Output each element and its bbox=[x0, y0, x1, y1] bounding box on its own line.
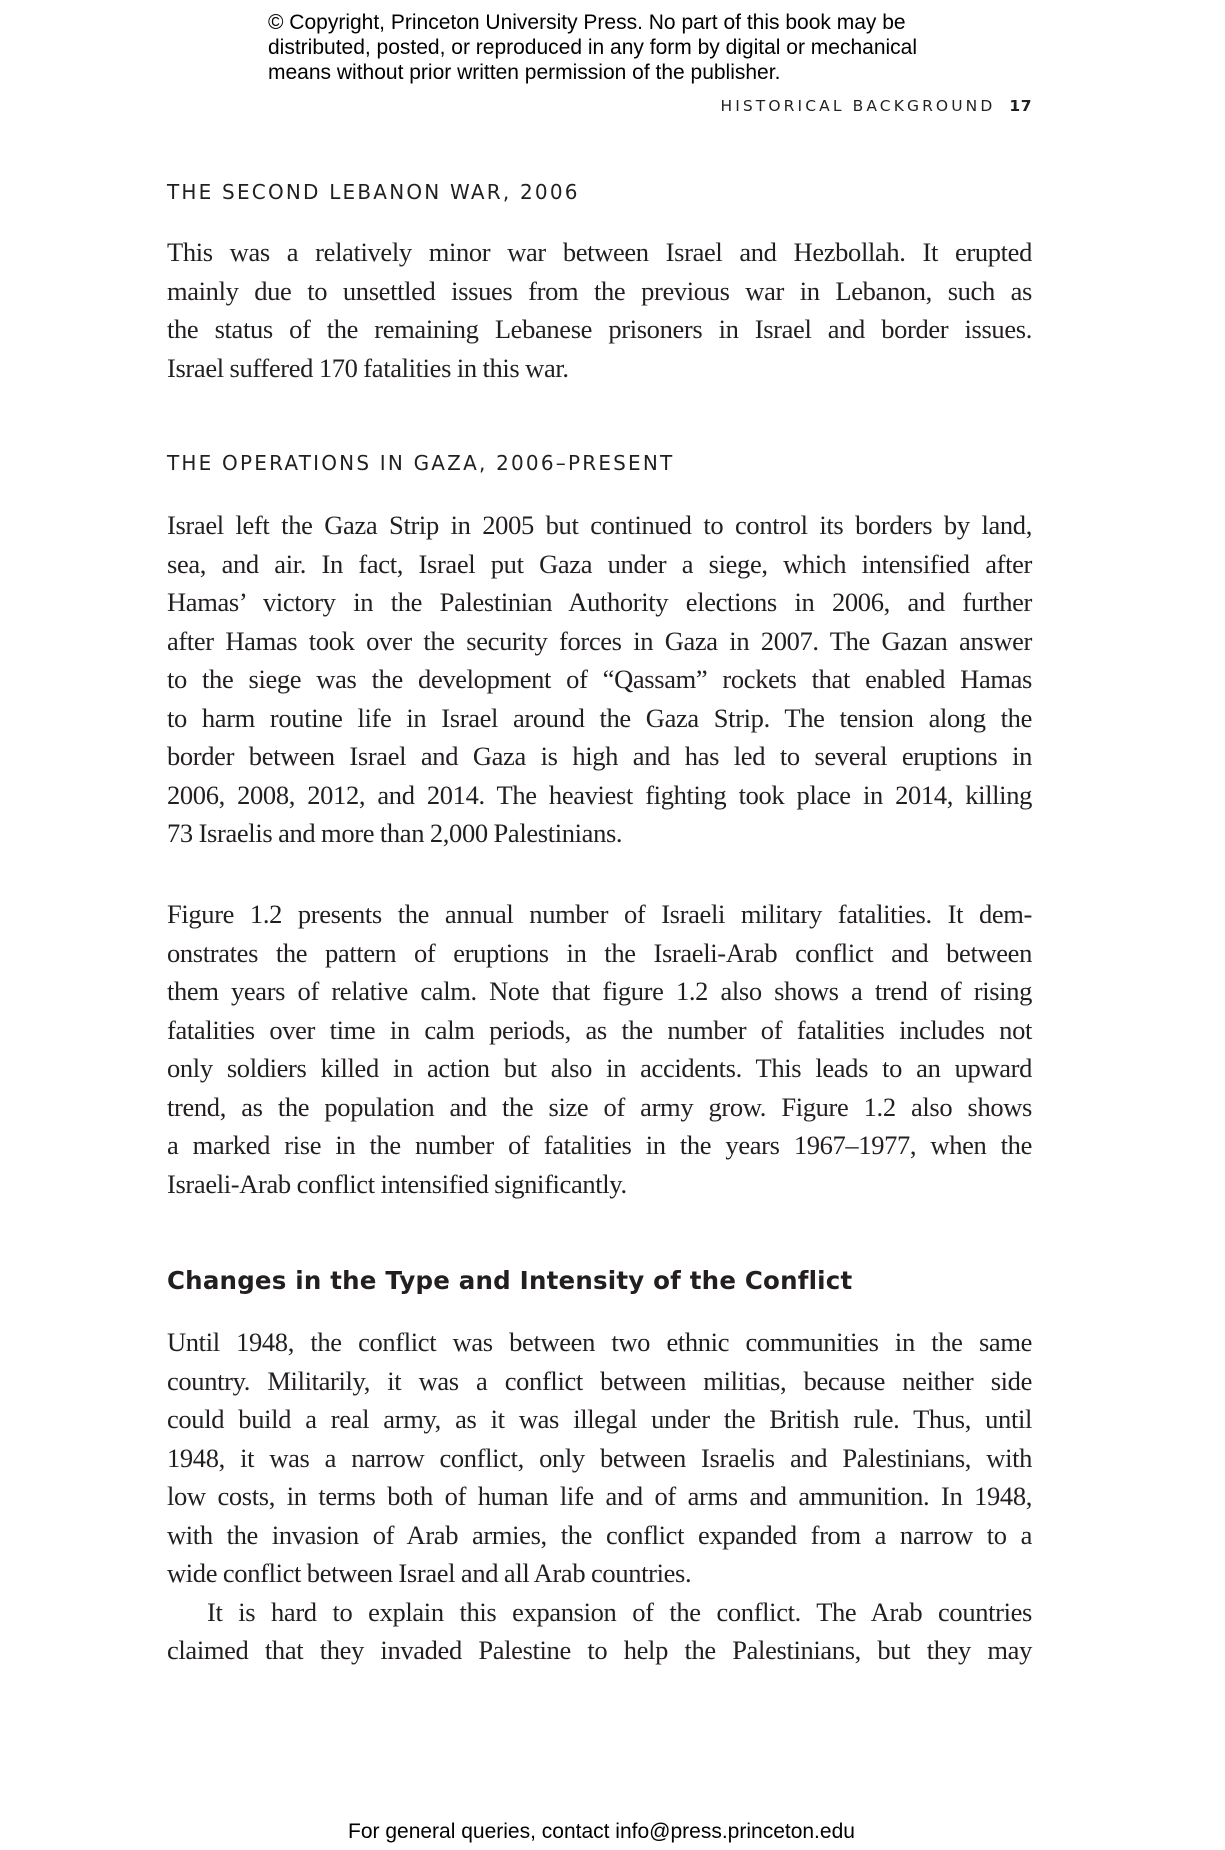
text-line: Until 1948, the conflict was between two ethnic communities in the same bbox=[167, 1327, 1032, 1357]
footer-contact: For general queries, contact info@press.princeton.edu bbox=[348, 1820, 855, 1843]
text-line: 1948, it was a narrow conflict, only between Israelis and Palestinians, with bbox=[167, 1442, 1032, 1473]
running-head-title: HISTORICAL BACKGROUND bbox=[720, 97, 996, 115]
text-line: trend, as the population and the size of army grow. Figure 1.2 also shows bbox=[167, 1091, 1032, 1122]
text-line: onstrates the pattern of eruptions in the Israeli-Arab conflict and between bbox=[167, 937, 1032, 968]
text-line: Hamas’ victory in the Palestinian Authority elections in 2006, and further bbox=[167, 587, 1032, 617]
copyright-line: means without prior written permission of the publisher. bbox=[268, 61, 781, 84]
text-line: This was a relatively minor war between Israel and Hezbollah. It erupted bbox=[167, 237, 1032, 267]
text-line: Figure 1.2 presents the annual number of Israeli military fatalities. It dem- bbox=[167, 899, 1032, 929]
text-line: only soldiers killed in action but also in accidents. This leads to an upward bbox=[167, 1053, 1032, 1083]
text-line: a marked rise in the number of fatalities in the years 1967–1977, when the bbox=[167, 1130, 1032, 1160]
text-line: wide conflict between Israel and all Arab countries. bbox=[167, 1558, 692, 1588]
text-line: 73 Israelis and more than 2,000 Palestinians. bbox=[167, 818, 623, 848]
text-line: country. Militarily, it was a conflict between militias, because neither side bbox=[167, 1365, 1032, 1396]
text-line: claimed that they invaded Palestine to help the Palestinians, but they may bbox=[167, 1635, 1032, 1665]
text-line: fatalities over time in calm periods, as the number of fatalities includes not bbox=[167, 1014, 1032, 1045]
text-line: sea, and air. In fact, Israel put Gaza under a siege, which intensified after bbox=[167, 548, 1032, 579]
text-line: Israel suffered 170 fatalities in this war. bbox=[167, 352, 569, 383]
text-line: Israeli-Arab conflict intensified significantly. bbox=[167, 1168, 627, 1199]
text-line: them years of relative calm. Note that figure 1.2 also shows a trend of rising bbox=[167, 976, 1032, 1006]
copyright-line: © Copyright, Princeton University Press. No part of this book may be bbox=[268, 11, 906, 34]
text-line: the status of the remaining Lebanese prisoners in Israel and border issues. bbox=[167, 314, 1032, 344]
copyright-line: distributed, posted, or reproduced in any form by digital or mechanical bbox=[268, 36, 918, 59]
subsection-heading: Changes in the Type and Intensity of the Conflict bbox=[167, 1266, 853, 1295]
text-line: mainly due to unsettled issues from the previous war in Lebanon, such as bbox=[167, 275, 1032, 306]
text-line: low costs, in terms both of human life and of arms and ammunition. In 1948, bbox=[167, 1481, 1032, 1511]
text-line: with the invasion of Arab armies, the conflict expanded from a narrow to a bbox=[167, 1519, 1032, 1550]
text-line: border between Israel and Gaza is high and has led to several eruptions in bbox=[167, 741, 1032, 771]
running-head bbox=[720, 97, 1032, 115]
text-line: could build a real army, as it was illegal under the British rule. Thus, until bbox=[167, 1404, 1032, 1434]
section-heading: THE SECOND LEBANON WAR, 2006 bbox=[167, 180, 580, 204]
text-line: It is hard to explain this expansion of the conflict. The Arab countries bbox=[207, 1596, 1032, 1627]
text-line: after Hamas took over the security forces in Gaza in 2007. The Gazan answer bbox=[167, 625, 1032, 656]
section-heading: THE OPERATIONS IN GAZA, 2006–PRESENT bbox=[167, 451, 675, 475]
text-line: Israel left the Gaza Strip in 2005 but continued to control its borders by land, bbox=[167, 510, 1032, 540]
page-number: 17 bbox=[1009, 97, 1032, 115]
text-line: to harm routine life in Israel around the Gaza Strip. The tension along the bbox=[167, 702, 1032, 733]
text-line: 2006, 2008, 2012, and 2014. The heaviest fighting took place in 2014, killing bbox=[167, 779, 1032, 810]
text-line: to the siege was the development of “Qassam” rockets that enabled Hamas bbox=[167, 664, 1032, 694]
